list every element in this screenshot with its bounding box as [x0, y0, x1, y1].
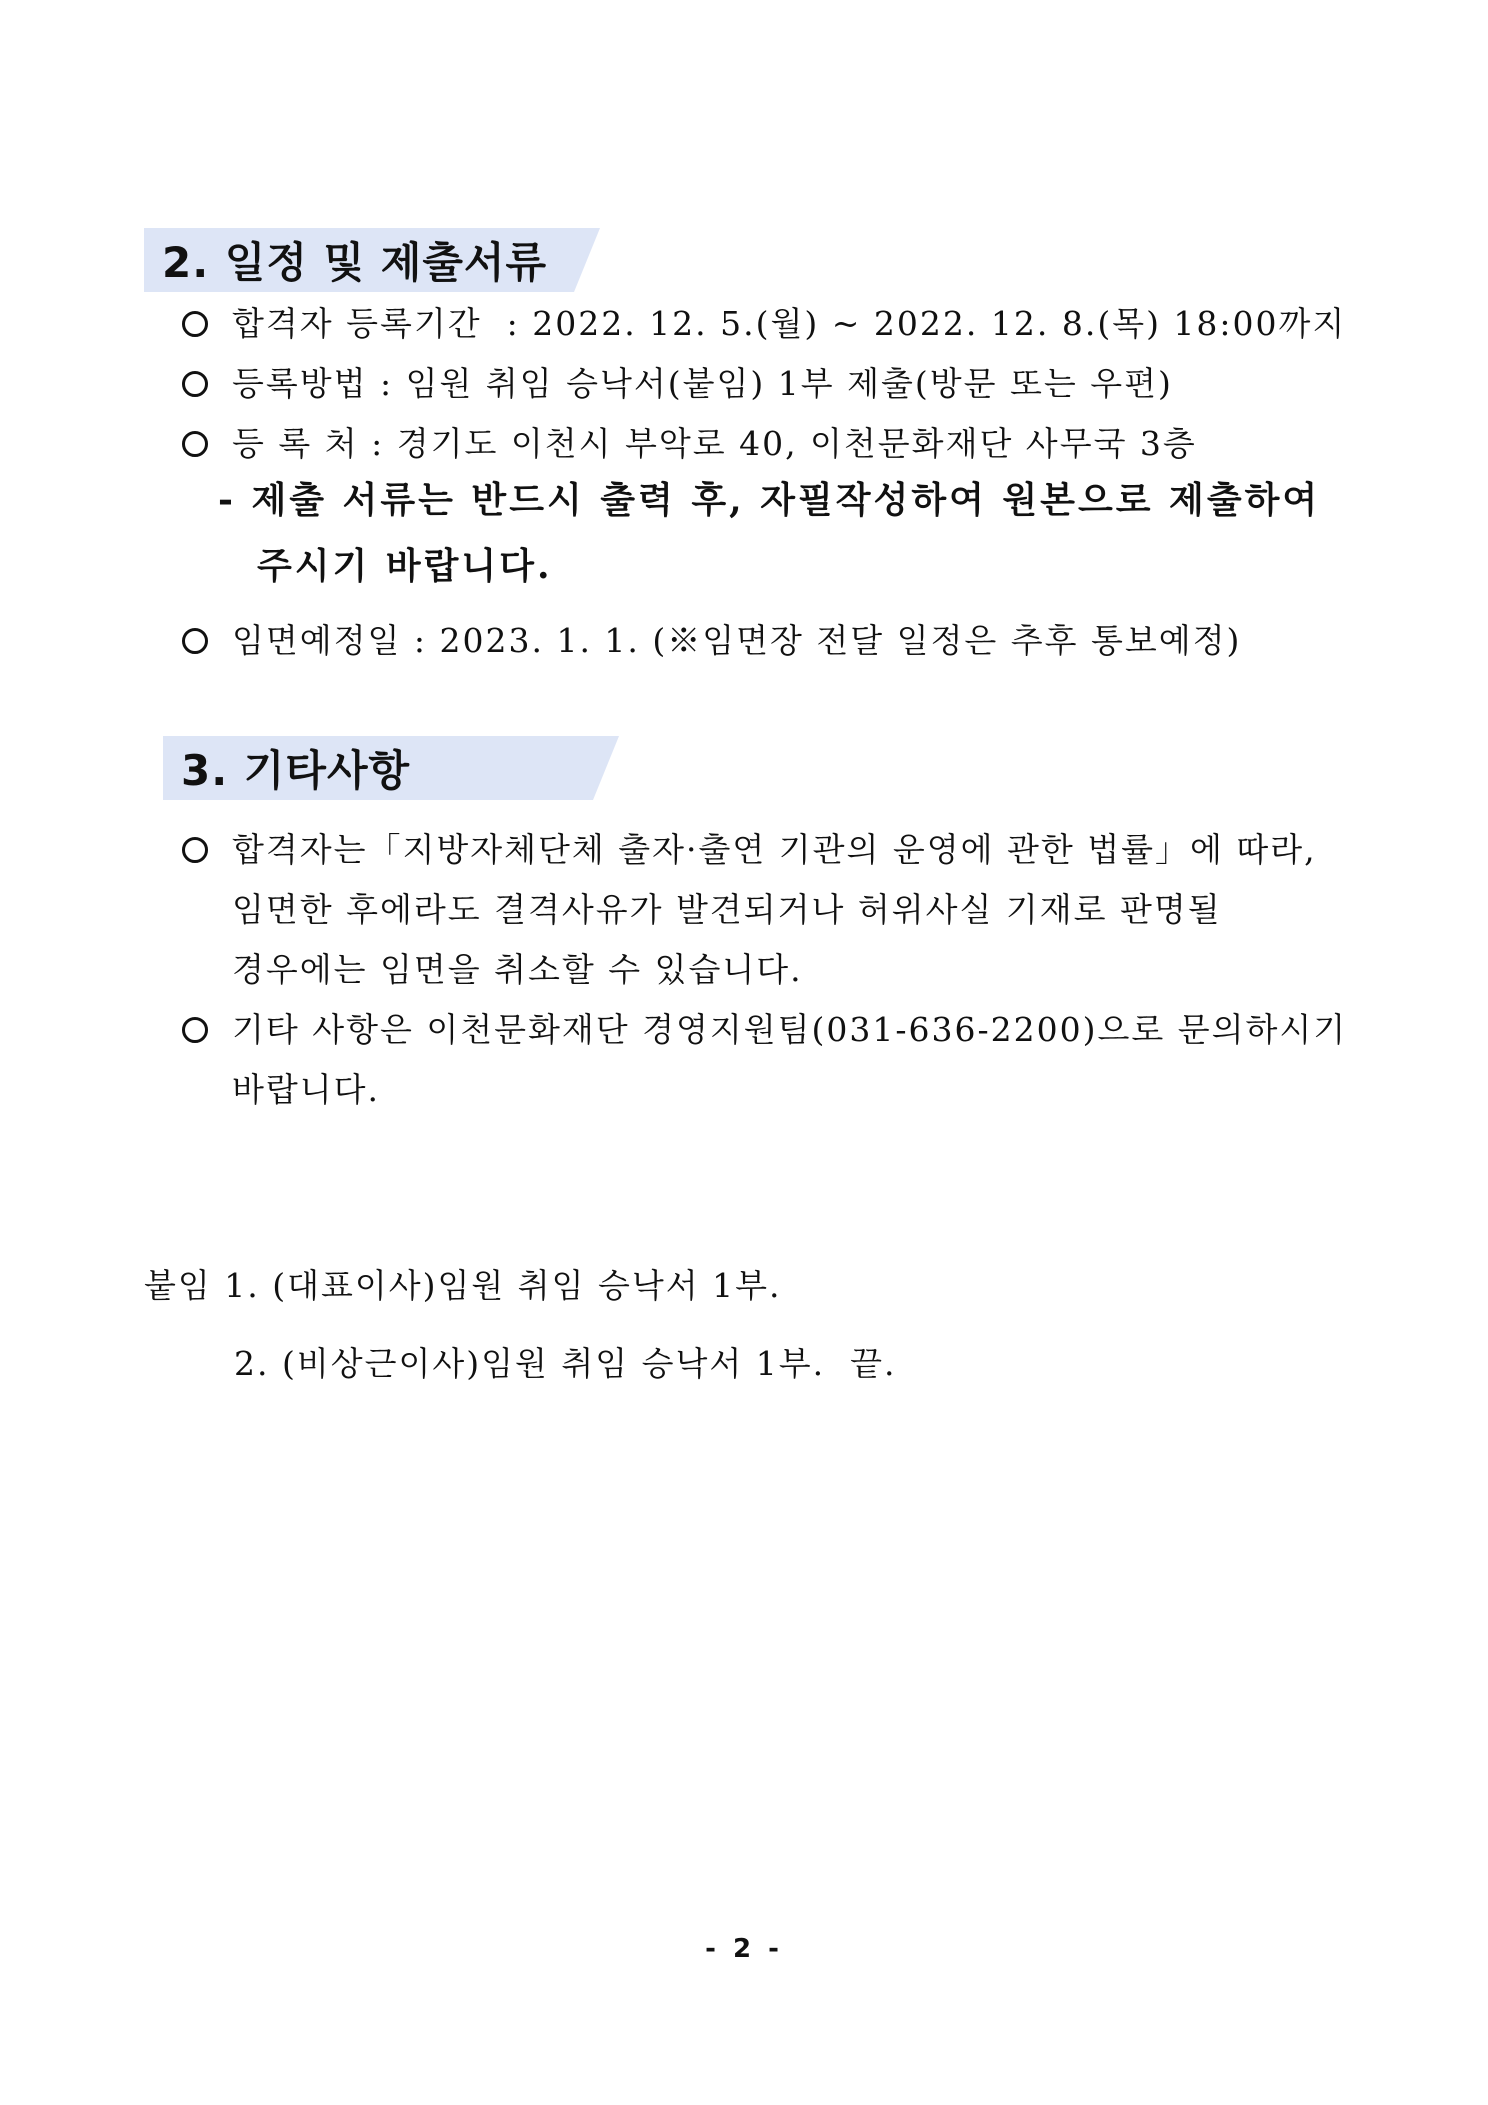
section-3-item-1-line-3: 경우에는 임면을 취소할 수 있습니다.: [232, 950, 803, 989]
attachment-line-1: 붙임 1. (대표이사)임원 취임 승낙서 1부.: [144, 1266, 782, 1305]
section-2-item-registration-period: 합격자 등록기간 : 2022. 12. 5.(월) ~ 2022. 12. 8.(목) 18:00까지: [232, 304, 1347, 343]
bullet-circle-icon: [182, 311, 208, 337]
bullet-circle-icon: [182, 628, 208, 654]
section-2-note-line-2: 주시기 바랍니다.: [257, 545, 553, 587]
section-2-item-registration-method: 등록방법 : 임원 취임 승낙서(붙임) 1부 제출(방문 또는 우편): [232, 364, 1173, 403]
section-3-item-1-line-2: 임면한 후에라도 결격사유가 발견되거나 허위사실 기재로 판명될: [232, 890, 1222, 929]
attachment-line-2: 2. (비상근이사)임원 취임 승낙서 1부. 끝.: [234, 1344, 897, 1383]
section-2-header: [144, 228, 574, 292]
section-2-note-line-1: - 제출 서류는 반드시 출력 후, 자필작성하여 원본으로 제출하여: [218, 479, 1321, 521]
section-3-item-2-line-1: 기타 사항은 이천문화재단 경영지원팀(031-636-2200)으로 문의하시기: [232, 1010, 1348, 1049]
section-3-item-1-line-1: 합격자는「지방자체단체 출자·출연 기관의 운영에 관한 법률」에 따라,: [232, 830, 1317, 869]
section-3-title: 3. 기타사항: [181, 746, 411, 795]
bullet-circle-icon: [182, 1017, 208, 1043]
section-2-item-registration-place: 등 록 처 : 경기도 이천시 부악로 40, 이천문화재단 사무국 3층: [232, 424, 1197, 463]
section-2-item-appointment-date: 임면예정일 : 2023. 1. 1. (※임면장 전달 일정은 추후 통보예정): [232, 621, 1242, 660]
bullet-circle-icon: [182, 837, 208, 863]
section-3-header: [163, 736, 593, 800]
section-3-item-2-line-2: 바랍니다.: [232, 1070, 381, 1109]
page-number: - 2 -: [705, 1934, 783, 1964]
bullet-circle-icon: [182, 431, 208, 457]
section-2-title: 2. 일정 및 제출서류: [162, 238, 548, 287]
bullet-circle-icon: [182, 371, 208, 397]
